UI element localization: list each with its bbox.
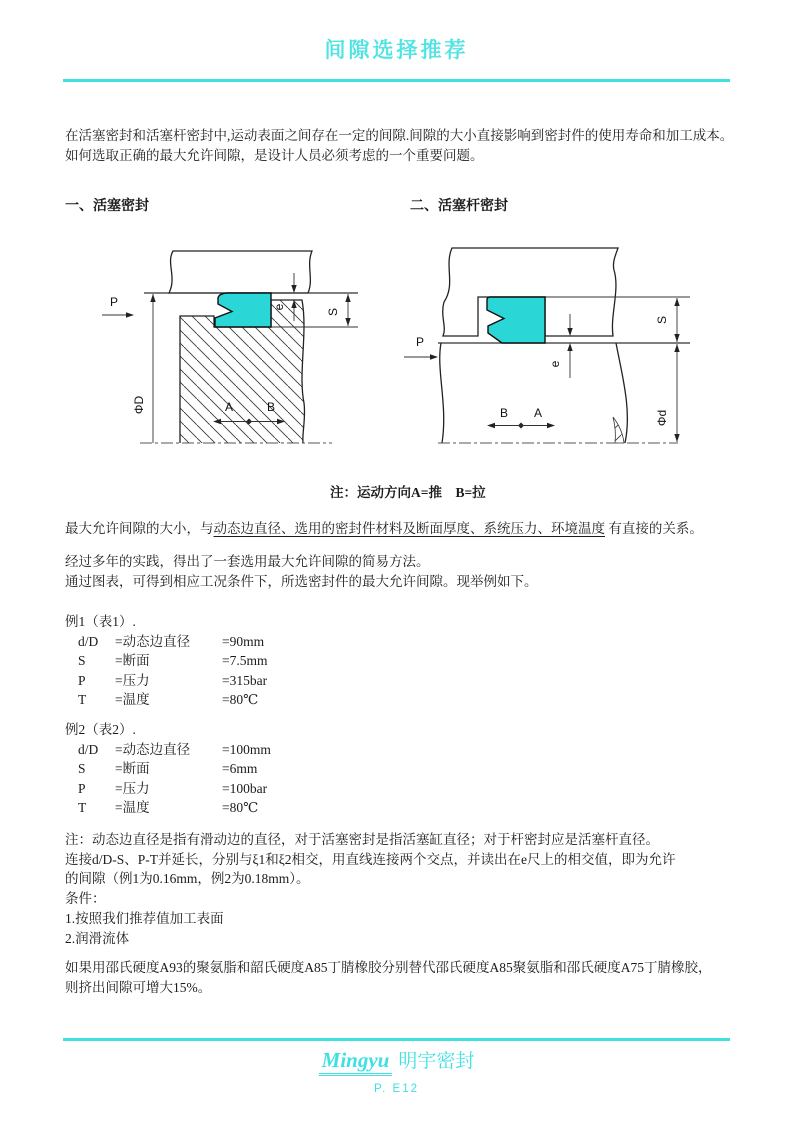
method-line-2: 通过图表，可得到相应工况条件下，所选密封件的最大允许间隙。现举例如下。 bbox=[65, 574, 538, 589]
bottom-divider bbox=[63, 1038, 730, 1041]
condition-2: 2.润滑流体 bbox=[65, 930, 130, 946]
param-key: T bbox=[78, 799, 87, 815]
push-label: A bbox=[224, 400, 234, 414]
clearance-label: e bbox=[272, 303, 286, 311]
pressure-label: P bbox=[109, 295, 119, 309]
example-1 bbox=[65, 612, 268, 709]
section-heading-piston: 一、活塞密封 bbox=[65, 199, 149, 214]
method-paragraph bbox=[65, 552, 765, 592]
param-value: =100mm bbox=[222, 742, 271, 757]
table-row bbox=[65, 798, 271, 817]
table-row bbox=[65, 759, 271, 778]
param-label: =动态边直径 bbox=[115, 742, 191, 757]
param-label: =断面 bbox=[115, 761, 150, 777]
section-heading-rod: 二、活塞杆密封 bbox=[410, 199, 508, 214]
param-value: =6mm bbox=[222, 761, 258, 777]
break-hatch-wedge bbox=[613, 417, 624, 443]
param-value: =100bar bbox=[222, 780, 268, 796]
table-row bbox=[65, 632, 268, 651]
param-key: d/D bbox=[78, 634, 99, 649]
clearance-arrow-down-icon bbox=[567, 328, 572, 336]
param-label: =断面 bbox=[115, 653, 150, 669]
rod-diameter-label: Φd bbox=[655, 409, 669, 427]
piston-seal-diagram bbox=[80, 243, 380, 473]
relation-paragraph bbox=[65, 519, 765, 539]
piston-seal-profile bbox=[215, 293, 271, 327]
pressure-arrowhead-icon bbox=[430, 354, 438, 359]
param-key: T bbox=[78, 691, 87, 707]
table-row bbox=[65, 651, 268, 670]
example-2 bbox=[65, 720, 271, 817]
hardness-note bbox=[65, 958, 765, 998]
pull-label: B bbox=[266, 400, 276, 414]
param-value: =7.5mm bbox=[222, 653, 268, 669]
section-height-label: S bbox=[655, 315, 669, 325]
bore-diameter-label: ΦD bbox=[132, 395, 146, 415]
pull-label: B bbox=[499, 406, 509, 420]
param-key: P bbox=[78, 780, 86, 796]
table-row bbox=[65, 779, 271, 798]
table-row bbox=[65, 671, 268, 690]
table-row bbox=[65, 690, 268, 709]
brand-latin: Mingyu bbox=[319, 1048, 393, 1076]
relation-suffix: 有直接的关系。 bbox=[605, 521, 703, 536]
rod-seal-diagram bbox=[400, 240, 700, 470]
section-height-label: S bbox=[326, 307, 340, 317]
hardness-line-2: 则挤出间隙可增大15%。 bbox=[65, 980, 212, 995]
param-label: =动态边直径 bbox=[115, 634, 191, 649]
pressure-label: P bbox=[415, 335, 425, 349]
intro-paragraph: 在活塞密封和活塞杆密封中,运动表面之间存在一定的间隙.间隙的大小直接影响到密封件的使用寿命和加工成本。如何选取正确的最大允许间隙，是设计人员必须考虑的一个重要问题。 bbox=[65, 128, 734, 163]
clearance-arrow-down-icon bbox=[291, 285, 296, 293]
example-1-title: 例1（表1）. bbox=[65, 614, 136, 629]
hardness-line-1: 如果用邵氏硬度A93的聚氨脂和韶氏硬度A85丁腈橡胶分别替代邵氏硬度A85聚氨脂和邵氏硬度A75丁腈橡胶， bbox=[65, 960, 712, 975]
example-2-title: 例2（表2）. bbox=[65, 722, 136, 737]
param-label: =温度 bbox=[115, 799, 150, 815]
cylinder-wall-section bbox=[169, 251, 312, 293]
param-value: =80℃ bbox=[222, 799, 259, 815]
param-label: =压力 bbox=[115, 672, 150, 688]
motion-direction-note: 注：运动方向A=推 B=拉 bbox=[330, 485, 486, 500]
param-key: d/D bbox=[78, 742, 99, 757]
note-line-1: 注：动态边直径是指有滑动边的直径，对于活塞密封是指活塞缸直径；对于杆密封应是活塞杆直径。 bbox=[65, 832, 659, 847]
page-title: 间隙选择推荐 bbox=[324, 39, 469, 62]
notes-block bbox=[65, 830, 765, 948]
pressure-arrowhead-icon bbox=[126, 312, 134, 317]
param-value: =80℃ bbox=[222, 691, 259, 707]
rod-left-break-edge bbox=[440, 343, 444, 443]
relation-underlined-factors: 动态边直径、选用的密封件材料及断面厚度、系统压力、环境温度 bbox=[213, 521, 605, 536]
clearance-arrow-up-icon bbox=[567, 343, 572, 351]
param-label: =压力 bbox=[115, 780, 150, 796]
note-line-3: 的间隙（例1为0.16mm，例2为0.18mm）。 bbox=[65, 871, 310, 887]
note-line-2: 连接d/D-S、P-T并延长，分别与ξ1和ξ2相交，用直线连接两个交点，并读出在e尺上的相交值，即为允许 bbox=[65, 851, 676, 867]
param-value: =315bar bbox=[222, 672, 268, 688]
param-key: S bbox=[78, 761, 86, 777]
page-number: P. E12 bbox=[373, 1083, 420, 1095]
brand-logo bbox=[0, 1046, 793, 1073]
brand-cjk: 明宇密封 bbox=[398, 1051, 475, 1072]
conditions-title: 条件： bbox=[65, 891, 106, 907]
param-value: =90mm bbox=[222, 634, 265, 649]
relation-prefix: 最大允许间隙的大小，与 bbox=[65, 521, 214, 536]
table-row bbox=[65, 740, 271, 759]
push-label: A bbox=[533, 406, 543, 420]
condition-1: 1.按照我们推荐值加工表面 bbox=[65, 910, 224, 926]
clearance-label: e bbox=[548, 360, 562, 368]
param-label: =温度 bbox=[115, 691, 150, 707]
top-divider bbox=[63, 79, 730, 82]
method-line-1: 经过多年的实践，得出了一套选用最大允许间隙的简易方法。 bbox=[65, 554, 430, 569]
rod-seal-profile bbox=[487, 297, 545, 343]
param-key: S bbox=[78, 653, 86, 669]
param-key: P bbox=[78, 672, 86, 688]
